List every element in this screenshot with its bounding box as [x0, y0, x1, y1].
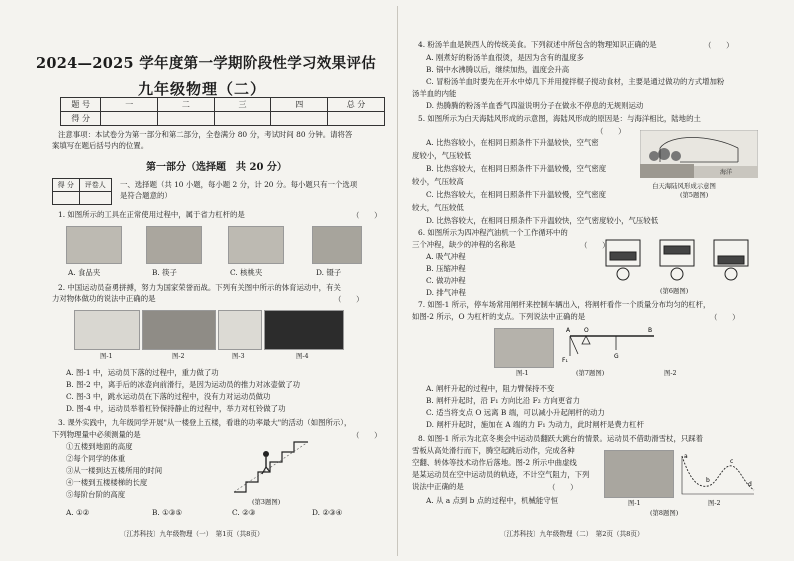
fig-caption: (第6题图): [660, 287, 689, 295]
score-header: 题 号: [61, 98, 101, 112]
fig-caption: (第3题图): [252, 498, 281, 506]
q1-option: D. 镊子: [316, 268, 342, 277]
q6-option: D. 排气冲程: [426, 288, 466, 297]
score-row-label: 得 分: [61, 112, 101, 126]
fig-caption: 图-4: [296, 352, 309, 360]
parking-gate-image: [494, 328, 554, 368]
food-clip-image: [66, 226, 122, 264]
fig-caption: 图-1: [516, 369, 529, 377]
q3-item: ①五楼到地面的高度: [66, 442, 133, 451]
q6-option: A. 吸气冲程: [426, 252, 466, 261]
fig-caption: (第7题图): [576, 369, 605, 377]
answer-bracket[interactable]: （ ）: [334, 295, 364, 304]
sea-label: 海洋: [720, 169, 733, 176]
q8-option: A. 从 a 点到 b 点的过程中，机械能守恒: [426, 496, 559, 505]
q4-option: C. 冒粉汤羊血时要先在开水中焯几下并用搅拌棍子搅动食材，主要是通过做功的方式增加粉: [426, 77, 725, 86]
page-footer: 〔江苏科技〕九年级物理（一） 第1页（共8页）: [120, 530, 264, 538]
lever-label: A: [566, 327, 571, 334]
question-8: 雪板从高处滑行而下，腾空起跳后动作，完成各种: [412, 446, 575, 455]
grader-label: 得 分: [53, 179, 80, 192]
q3-item: ⑤每阶台阶的高度: [66, 490, 126, 499]
score-cell[interactable]: [101, 112, 158, 126]
fig-caption: 图-2: [664, 369, 677, 377]
engine-strokes-figure: [600, 232, 760, 282]
answer-bracket[interactable]: （ ）: [352, 431, 382, 440]
q6-option: B. 压缩冲程: [426, 264, 466, 273]
question-8: 是某运动员在空中运动员的轨迹，不计空气阻力，下列: [412, 470, 590, 479]
lever-label: G: [614, 353, 619, 360]
chopsticks-image: [146, 226, 202, 264]
fig-caption: 图-2: [708, 499, 721, 507]
score-cell[interactable]: [328, 112, 385, 126]
fig-caption: 白天海陆风形成示意图: [652, 182, 716, 190]
score-header: 二: [158, 98, 215, 112]
score-cell[interactable]: [271, 112, 328, 126]
question-6: 6. 如图所示为四冲程汽油机一个工作循环中的: [418, 228, 568, 237]
trajectory-point: a: [684, 453, 688, 460]
paper-subtitle: 九年级物理（二）: [138, 80, 267, 98]
question-5: 5. 如图所示为白天海陆风形成的示意图，海陆风形成的原因是：与海洋相比，陆地的土: [418, 114, 701, 123]
tweezers-image: [312, 226, 362, 264]
section-intro: 是符合题意的）: [120, 191, 172, 200]
score-header: 一: [101, 98, 158, 112]
grader-cell[interactable]: [53, 192, 80, 205]
q4-option: D. 热腾腾的粉汤羊血香气四溢说明分子在做永不停息的无规则运动: [426, 101, 644, 110]
section-intro: 一、选择题（共 10 小题，每小题 2 分，计 20 分。每小题只有一个选项: [120, 180, 358, 189]
q1-option: A. 食品夹: [68, 268, 101, 277]
q3-option: C. ②③: [232, 508, 256, 517]
curling-image: [142, 310, 216, 350]
answer-bracket[interactable]: （ ）: [580, 241, 610, 250]
answer-bracket[interactable]: （ ）: [710, 313, 740, 322]
question-1: 1. 如图所示的工具在正常使用过程中，属于省力杠杆的是: [58, 210, 245, 219]
lever-label: F₁: [562, 357, 568, 364]
q3-item: ③从一楼到达五楼所用的时间: [66, 466, 163, 475]
question-6: 三个冲程，缺少的冲程的名称是: [412, 240, 516, 249]
score-table: [60, 97, 385, 126]
trajectory-point: c: [730, 458, 734, 465]
page-footer: 〔江苏科技〕九年级物理（二） 第2页（共8页）: [500, 530, 644, 538]
q7-option: A. 闸杆升起的过程中，阻力臂保持不变: [426, 384, 555, 393]
q3-item: ②每个同学的体重: [66, 454, 126, 463]
score-cell[interactable]: [214, 112, 271, 126]
answer-bracket[interactable]: （ ）: [704, 41, 734, 50]
grader-table: [52, 178, 112, 205]
weightlifting-image: [264, 310, 344, 350]
q2-option: C. 图-3 中，跳水运动员在下落的过程中，没有力对运动员做功: [66, 392, 271, 401]
q5-option: D. 比热容较大，在相同日照条件下升温较快，空气密度较小，气压较低: [426, 216, 659, 225]
part1-title: 第一部分（选择题 共 20 分）: [146, 162, 287, 173]
nutcracker-image: [228, 226, 284, 264]
q2-option: A. 图-1 中，运动员下落的过程中，重力做了功: [66, 368, 219, 377]
question-2: 2. 中国运动员奋勇拼搏，努力为国家荣誉而战。下列有关图中所示的体育运动中，有关: [58, 283, 341, 292]
q1-option: B. 筷子: [152, 268, 177, 277]
q7-option: B. 闸杆升起时，沿 F₁ 方向比沿 F₂ 方向更省力: [426, 396, 580, 405]
answer-bracket[interactable]: （ ）: [352, 211, 382, 220]
notice-line: 注意事项：本试卷分为第一部分和第二部分，全卷满分 80 分，考试时间 80 分钟。请将答: [58, 130, 353, 139]
q3-option: B. ①③⑤: [152, 508, 183, 517]
fig-caption: (第8题图): [650, 509, 679, 517]
q6-option: C. 做功冲程: [426, 276, 466, 285]
score-cell[interactable]: [158, 112, 215, 126]
lever-label: O: [584, 327, 589, 334]
q5-option: 度较小，气压较低: [412, 151, 472, 160]
fig-caption: 图-2: [172, 352, 185, 360]
sea-land-breeze-figure: [640, 130, 758, 178]
q5-option: A. 比热容较小，在相同日照条件下升温较快，空气密: [426, 138, 599, 147]
q4-option: A. 刚煮好的粉汤羊血很烫，是因为含有的温度多: [426, 53, 584, 62]
question-8: 说法中正确的是: [412, 482, 464, 491]
trajectory-point: d: [748, 481, 752, 488]
q4-option: B. 锅中水沸腾以后，继续加热，温度会升高: [426, 65, 570, 74]
q4-option-cont: 汤羊血的内能: [412, 89, 457, 98]
fig-caption: 图-1: [100, 352, 113, 360]
score-header: 三: [214, 98, 271, 112]
q3-option: A. ①②: [66, 508, 90, 517]
q5-option: 较大，气压较低: [412, 203, 464, 212]
stairs-figure: [232, 432, 310, 494]
question-7: 如图-2 所示，O 为杠杆的支点。下列说法中正确的是: [412, 312, 586, 321]
question-4: 4. 粉汤羊血是陕西人的传统美食。下列叙述中所包含的物理知识正确的是: [418, 40, 657, 49]
paper-title: 2024—2025 学年度第一学期阶段性学习效果评估: [36, 55, 377, 72]
big-air-image: [604, 450, 674, 498]
grader-cell[interactable]: [79, 192, 111, 205]
grader-label: 评卷人: [79, 179, 111, 192]
q7-option: D. 闸杆升起时，施加在 A 端的力 F₁ 为动力，此时闸杆是费力杠杆: [426, 420, 644, 429]
answer-bracket[interactable]: （ ）: [596, 127, 626, 136]
question-2: 力对物体做功的说法中正确的是: [52, 294, 156, 303]
trajectory-point: b: [706, 477, 710, 484]
lever-figure: [560, 324, 660, 372]
page-divider: [397, 6, 398, 556]
lever-label: B: [648, 327, 653, 334]
trajectory-figure: [678, 450, 758, 496]
q5-option: 较小，气压较高: [412, 177, 464, 186]
q2-option: D. 图-4 中，运动员举着杠铃保持静止的过程中，举力对杠铃做了功: [66, 404, 286, 413]
q1-option: C. 核桃夹: [230, 268, 263, 277]
fig-caption: 图-3: [232, 352, 245, 360]
question-3: 下列物理量中必须测量的是: [52, 430, 141, 439]
question-8: 空翻、转体等技术动作后落地。图-2 所示中曲虚线: [412, 458, 577, 467]
diving-image: [218, 310, 262, 350]
q2-option: B. 图-2 中，离手后的冰壶向前滑行，是因为运动员的推力对冰壶做了功: [66, 380, 301, 389]
question-7: 7. 如图-1 所示，停车场常用闸杆来控制车辆出入，将闸杆看作一个质量分布均匀的杠杆，: [418, 300, 711, 309]
q3-option: D. ②③④: [312, 508, 343, 517]
answer-bracket[interactable]: （ ）: [548, 483, 578, 492]
question-3: 3. 课外实践中，九年级同学开展"从一楼登上五楼，看谁的功率最大"的活动（如图所示），: [58, 418, 352, 427]
question-8: 8. 如图-1 所示为北京冬奥会中运动员翻跃大跳台的情景。运动员不借助滑雪杖，只踩着: [418, 434, 704, 443]
score-header: 四: [271, 98, 328, 112]
fig-caption: (第5题图): [680, 191, 709, 199]
q3-item: ④一楼到五楼楼梯的长度: [66, 478, 148, 487]
q7-option: C. 适当将支点 O 远离 B 端，可以减小升起闸杆的动力: [426, 408, 605, 417]
q5-option: C. 比热容较大，在相同日照条件下升温较慢，空气密度: [426, 190, 607, 199]
score-header: 总 分: [328, 98, 385, 112]
snowboard-image: [74, 310, 140, 350]
q5-option: B. 比热容较大，在相同日照条件下升温较慢，空气密度: [426, 164, 607, 173]
notice-line: 案填写在题后括号内的位置。: [52, 141, 149, 150]
fig-caption: 图-1: [628, 499, 641, 507]
